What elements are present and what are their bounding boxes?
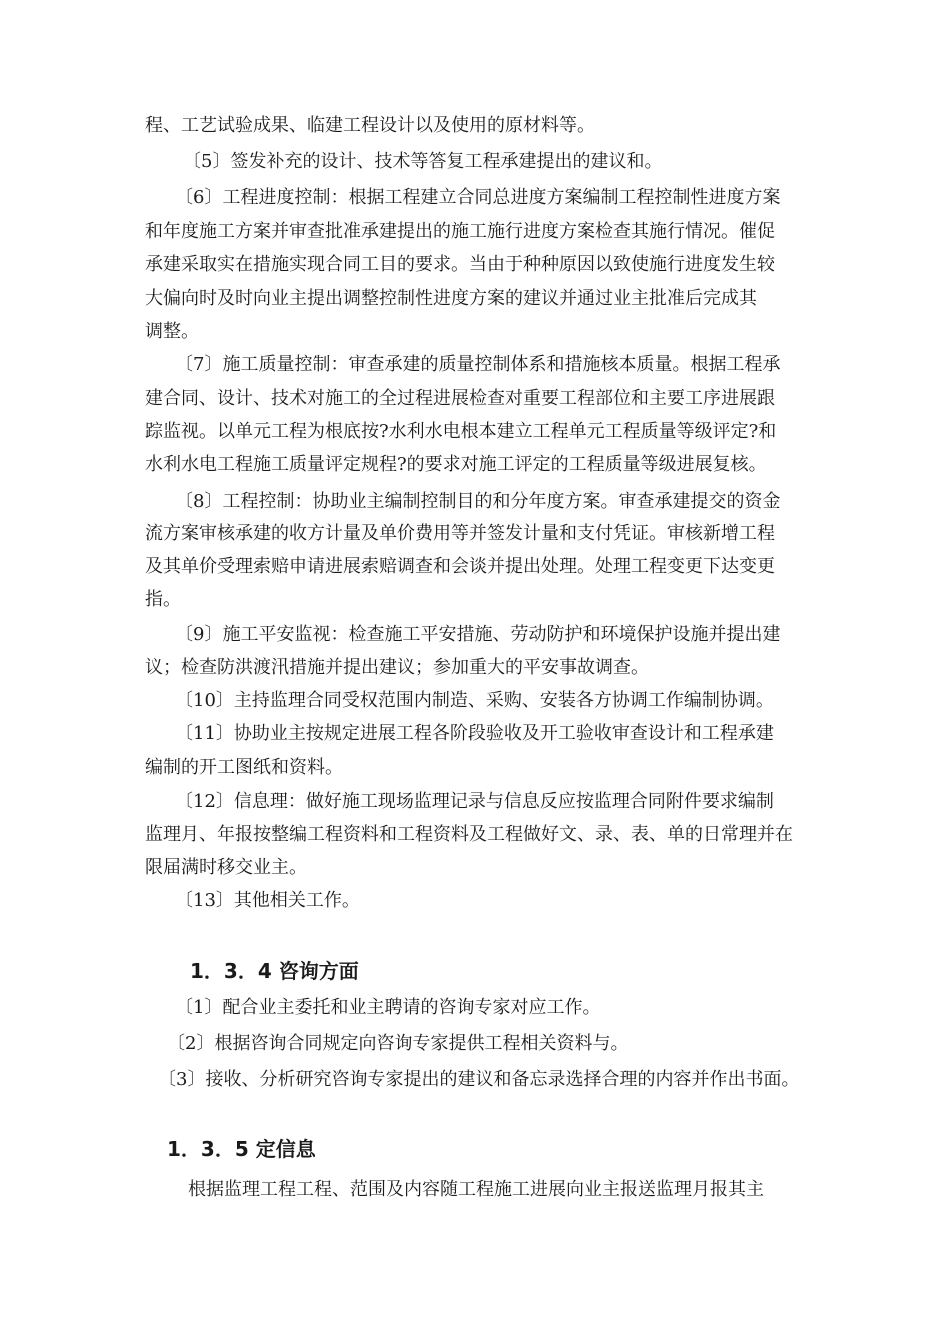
paragraph-line: 〔11〕协助业主按规定进展工程各阶段验收及开工验收审查设计和工程承建 [175, 723, 774, 744]
paragraph-line: 〔2〕根据咨询合同规定向咨询专家提供工程相关资料与。 [167, 1033, 629, 1054]
paragraph-line: 〔9〕施工平安监视：检查施工平安措施、劳动防护和环境保护设施并提出建 [175, 624, 781, 645]
paragraph-line: 指。 [145, 589, 181, 610]
paragraph-line: 〔1〕配合业主委托和业主聘请的咨询专家对应工作。 [175, 997, 601, 1018]
paragraph-line: 议；检查防洪渡汛措施并提出建议；参加重大的平安事故调查。 [145, 657, 649, 678]
paragraph-line: 水利水电工程施工质量评定规程?的要求对施工评定的工程质量等级进展复核。 [145, 454, 767, 475]
section-heading: 1．3．5 定信息 [167, 1137, 316, 1161]
paragraph-line: 流方案审核承建的收方计量及单价费用等并签发计量和支付凭证。审核新增工程 [145, 523, 775, 544]
paragraph-line: 〔5〕签发补充的设计、技术等答复工程承建提出的建议和。 [183, 151, 663, 172]
paragraph-line: 〔10〕主持监理合同受权范围内制造、采购、安装各方协调工作编制协调。 [175, 690, 774, 711]
paragraph-line: 承建采取实在措施实现合同工目的要求。当由于种种原因以致使施行进度发生较 [145, 254, 775, 275]
paragraph-line: 限届满时移交业主。 [145, 857, 307, 878]
paragraph-line: 大偏向时及时向业主提出调整控制性进度方案的建议并通过业主批准后完成其 [145, 288, 757, 309]
paragraph-line: 及其单价受理索赔申请进展索赔调查和会谈并提出处理。处理工程变更下达变更 [145, 556, 775, 577]
paragraph-line: 根据监理工程工程、范围及内容随工程施工进展向业主报送监理月报其主 [188, 1179, 764, 1200]
paragraph-line: 监理月、年报按整编工程资料和工程资料及工程做好文、录、表、单的日常理并在 [145, 824, 793, 845]
section-heading: 1．3．4 咨询方面 [190, 959, 359, 983]
paragraph-line: 〔12〕信息理：做好施工现场监理记录与信息反应按监理合同附件要求编制 [175, 791, 774, 812]
paragraph-line: 调整。 [145, 321, 199, 342]
paragraph-line: 〔7〕施工质量控制：审查承建的质量控制体系和措施核本质量。根据工程承 [175, 354, 781, 375]
paragraph-line: 〔6〕工程进度控制：根据工程建立合同总进度方案编制工程控制性进度方案 [175, 187, 781, 208]
paragraph-line: 程、工艺试验成果、临建工程设计以及使用的原材料等。 [145, 115, 595, 136]
paragraph-line: 和年度施工方案并审查批准承建提出的施工施行进度方案检查其施行情况。催促 [145, 221, 775, 242]
paragraph-line: 〔13〕其他相关工作。 [175, 890, 360, 911]
paragraph-line: 编制的开工图纸和资料。 [145, 757, 343, 778]
paragraph-line: 踪监视。以单元工程为根底按?水利水电根本建立工程单元工程质量等级评定?和 [145, 421, 777, 442]
paragraph-line: 〔8〕工程控制：协助业主编制控制目的和分年度方案。审查承建提交的资金 [175, 491, 781, 512]
paragraph-line: 〔3〕接收、分析研究咨询专家提出的建议和备忘录选择合理的内容并作出书面。 [158, 1069, 800, 1090]
paragraph-line: 建合同、设计、技术对施工的全过程进展检查对重要工程部位和主要工序进展跟 [145, 388, 775, 409]
